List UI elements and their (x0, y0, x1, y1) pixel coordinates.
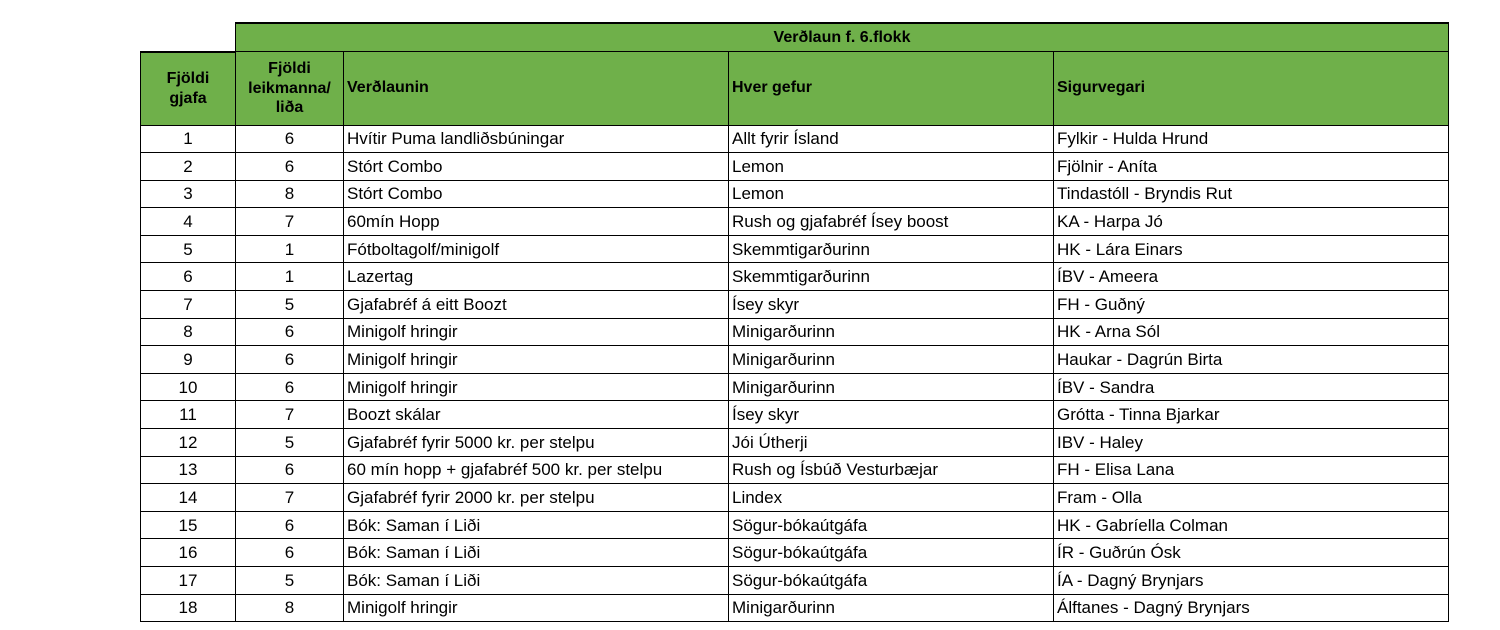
header-fjoldi-gjafa (141, 52, 236, 126)
table-row (141, 153, 1449, 181)
cell-giver: Rush og Ísbúð Vesturbæjar (729, 456, 1054, 484)
header-fjoldi-leikmanna (236, 52, 344, 126)
cell-player-count: 6 (236, 125, 344, 153)
table-row (141, 511, 1449, 539)
cell-winner: KA - Harpa Jó (1054, 208, 1449, 236)
table-row (141, 594, 1449, 622)
cell-prize: Stórt Combo (344, 180, 729, 208)
cell-giver: Rush og gjafabréf Ísey boost (729, 208, 1054, 236)
cell-prize: Lazertag (344, 263, 729, 291)
cell-gift-number: 14 (141, 484, 236, 512)
cell-giver: Lemon (729, 180, 1054, 208)
table-row (141, 263, 1449, 291)
cell-gift-number: 4 (141, 208, 236, 236)
cell-giver: Ísey skyr (729, 291, 1054, 319)
cell-giver: Minigarðurinn (729, 346, 1054, 374)
cell-gift-number: 10 (141, 373, 236, 401)
cell-winner: HK - Lára Einars (1054, 235, 1449, 263)
cell-player-count: 7 (236, 208, 344, 236)
cell-gift-number: 12 (141, 429, 236, 457)
cell-winner: ÍR - Guðrún Ósk (1054, 539, 1449, 567)
cell-giver: Sögur-bókaútgáfa (729, 511, 1054, 539)
cell-giver: Allt fyrir Ísland (729, 125, 1054, 153)
cell-winner: Fylkir - Hulda Hrund (1054, 125, 1449, 153)
cell-prize: Fótboltagolf/minigolf (344, 235, 729, 263)
cell-gift-number: 3 (141, 180, 236, 208)
cell-giver: Sögur-bókaútgáfa (729, 567, 1054, 595)
cell-winner: IBV - Haley (1054, 429, 1449, 457)
cell-gift-number: 13 (141, 456, 236, 484)
cell-winner: Tindastóll - Bryndis Rut (1054, 180, 1449, 208)
cell-player-count: 5 (236, 429, 344, 457)
cell-giver: Ísey skyr (729, 401, 1054, 429)
table-row (141, 235, 1449, 263)
cell-prize: Minigolf hringir (344, 346, 729, 374)
cell-winner: ÍBV - Ameera (1054, 263, 1449, 291)
cell-prize: Bók: Saman í Liði (344, 511, 729, 539)
header-fjoldi-leikmanna-line: Fjöldi (268, 60, 311, 78)
cell-winner: Fram - Olla (1054, 484, 1449, 512)
table-row (141, 180, 1449, 208)
table-row (141, 429, 1449, 457)
header-fjoldi-gjafa-line: Fjöldi (166, 70, 210, 88)
table-row (141, 125, 1449, 153)
cell-winner: FH - Guðný (1054, 291, 1449, 319)
cell-player-count: 8 (236, 180, 344, 208)
table-row (141, 456, 1449, 484)
cell-gift-number: 9 (141, 346, 236, 374)
header-sigurvegari: Sigurvegari (1054, 52, 1449, 126)
cell-giver: Lindex (729, 484, 1054, 512)
cell-gift-number: 15 (141, 511, 236, 539)
cell-giver: Sögur-bókaútgáfa (729, 539, 1054, 567)
header-row (141, 52, 1449, 126)
table-title: Verðlaun f. 6.flokk (236, 23, 1449, 52)
table-row (141, 291, 1449, 319)
cell-winner: Haukar - Dagrún Birta (1054, 346, 1449, 374)
table-row (141, 539, 1449, 567)
cell-prize: Boozt skálar (344, 401, 729, 429)
cell-giver: Minigarðurinn (729, 594, 1054, 622)
cell-giver: Jói Útherji (729, 429, 1054, 457)
cell-winner: Grótta - Tinna Bjarkar (1054, 401, 1449, 429)
header-hver-gefur: Hver gefur (729, 52, 1054, 126)
cell-prize: Hvítir Puma landliðsbúningar (344, 125, 729, 153)
cell-player-count: 6 (236, 539, 344, 567)
header-verdlaunin: Verðlaunin (344, 52, 729, 126)
cell-winner: ÍBV - Sandra (1054, 373, 1449, 401)
table-row (141, 318, 1449, 346)
cell-giver: Skemmtigarðurinn (729, 263, 1054, 291)
cell-gift-number: 5 (141, 235, 236, 263)
cell-prize: Bók: Saman í Liði (344, 539, 729, 567)
title-row (141, 23, 1449, 52)
cell-gift-number: 2 (141, 153, 236, 181)
cell-prize: Gjafabréf á eitt Boozt (344, 291, 729, 319)
cell-gift-number: 16 (141, 539, 236, 567)
table-row (141, 346, 1449, 374)
cell-player-count: 6 (236, 456, 344, 484)
cell-gift-number: 11 (141, 401, 236, 429)
cell-player-count: 6 (236, 511, 344, 539)
cell-giver: Skemmtigarðurinn (729, 235, 1054, 263)
prize-table (140, 22, 1449, 622)
cell-prize: 60 mín hopp + gjafabréf 500 kr. per stelpu (344, 456, 729, 484)
cell-prize: Minigolf hringir (344, 594, 729, 622)
cell-gift-number: 8 (141, 318, 236, 346)
table-row (141, 208, 1449, 236)
cell-player-count: 6 (236, 318, 344, 346)
cell-gift-number: 7 (141, 291, 236, 319)
cell-player-count: 6 (236, 153, 344, 181)
header-fjoldi-leikmanna-line: leikmanna/ (248, 79, 331, 97)
table-row (141, 401, 1449, 429)
cell-winner: FH - Elisa Lana (1054, 456, 1449, 484)
cell-gift-number: 17 (141, 567, 236, 595)
cell-prize: Minigolf hringir (344, 318, 729, 346)
cell-player-count: 6 (236, 346, 344, 374)
cell-giver: Minigarðurinn (729, 373, 1054, 401)
cell-prize: Bók: Saman í Liði (344, 567, 729, 595)
table-row (141, 373, 1449, 401)
cell-player-count: 7 (236, 401, 344, 429)
cell-player-count: 6 (236, 373, 344, 401)
cell-winner: HK - Arna Sól (1054, 318, 1449, 346)
cell-prize: Minigolf hringir (344, 373, 729, 401)
cell-winner: Álftanes - Dagný Brynjars (1054, 594, 1449, 622)
cell-player-count: 8 (236, 594, 344, 622)
cell-prize: Gjafabréf fyrir 2000 kr. per stelpu (344, 484, 729, 512)
cell-gift-number: 6 (141, 263, 236, 291)
cell-player-count: 1 (236, 263, 344, 291)
cell-gift-number: 1 (141, 125, 236, 153)
cell-prize: Gjafabréf fyrir 5000 kr. per stelpu (344, 429, 729, 457)
cell-winner: HK - Gabríella Colman (1054, 511, 1449, 539)
cell-winner: Fjölnir - Aníta (1054, 153, 1449, 181)
cell-player-count: 5 (236, 567, 344, 595)
cell-prize: Stórt Combo (344, 153, 729, 181)
header-fjoldi-leikmanna-line: liða (275, 98, 304, 116)
header-fjoldi-gjafa-line: gjafa (169, 89, 207, 107)
cell-giver: Minigarðurinn (729, 318, 1054, 346)
cell-winner: ÍA - Dagný Brynjars (1054, 567, 1449, 595)
cell-player-count: 1 (236, 235, 344, 263)
cell-prize: 60mín Hopp (344, 208, 729, 236)
table-row (141, 567, 1449, 595)
empty-corner-cell (141, 23, 236, 52)
table-row (141, 484, 1449, 512)
cell-giver: Lemon (729, 153, 1054, 181)
cell-gift-number: 18 (141, 594, 236, 622)
cell-player-count: 5 (236, 291, 344, 319)
cell-player-count: 7 (236, 484, 344, 512)
